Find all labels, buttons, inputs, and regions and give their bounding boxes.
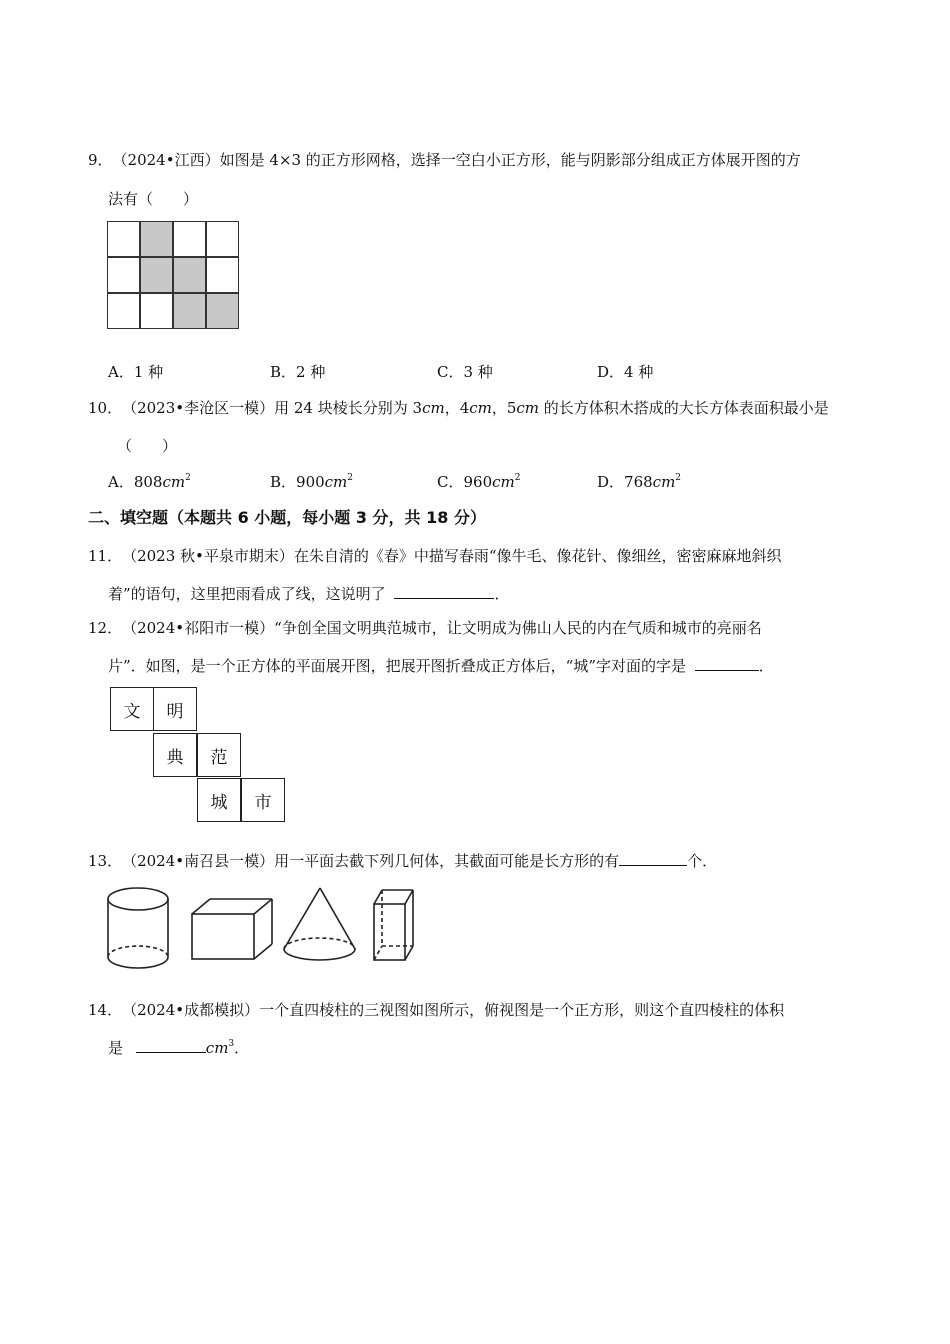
net-cell-fan: 范 [197,733,241,777]
q10-option-d-unit: cm [652,473,676,491]
q10-option-c-label: C．960 [437,473,493,491]
q10-option-b-label: B．900 [270,473,325,491]
q9-source: （2024•江西） [112,151,220,169]
q11-line1 [88,546,782,566]
cuboid-shape [192,899,272,959]
q10-option-a-exp: 2 [185,473,191,483]
q10-option-a-label: A．808 [108,473,163,491]
grid-cell [140,221,173,257]
q12-source: （2024•祁阳市一模） [122,619,275,637]
q10-option-d-exp: 2 [675,473,682,483]
q11-end: ． [494,585,510,603]
q10-option-c-unit: cm [492,473,515,491]
q12-answer-blank[interactable] [695,656,759,671]
q10-unit-2: cm [469,399,492,417]
q10-unit-3: cm [516,399,540,417]
grid-cell [107,293,140,329]
q14-text-1: 一个直四棱柱的三视图如图所示，俯视图是一个正方形，则这个直四棱柱的体积 [259,1001,785,1019]
q14-text-2: 是 [108,1039,124,1057]
q12-line2 [108,656,774,676]
prism-shape [374,890,413,960]
q10-line1 [88,398,829,418]
q13-end: 个． [687,852,718,870]
q10-unit-1: cm [422,399,445,417]
q9-option-d: D．4 种 [597,363,654,381]
q13-source: （2024•南召县一模） [122,852,275,870]
grid-cell [173,257,206,293]
q10-paren: （ ） [117,437,178,455]
q12-line1 [88,618,762,638]
q14-source: （2024•成都模拟） [122,1001,260,1019]
q10-option-c [437,472,520,492]
q12-number: 12． [88,619,123,637]
q11-text-1: 在朱自清的《春》中描写春雨“像牛毛、像花针、像细丝，密密麻麻地斜织 [293,547,782,565]
grid-cell [206,257,239,293]
grid-cell [140,293,173,329]
q12-text-1: “争创全国文明典范城市，让文明成为佛山人民的内在气质和城市的亮丽名 [274,619,762,637]
q10-option-a [108,472,191,492]
q9-line1 [88,150,801,170]
q14-number: 14． [88,1001,123,1019]
q11-text-2: 着”的语句，这里把雨看成了线，这说明了 [108,585,386,603]
net-cell-dian: 典 [153,733,197,777]
section-2-heading: 二、填空题（本题共 6 小题，每小题 3 分，共 18 分） [88,508,486,527]
q9-option-b: B．2 种 [270,363,326,381]
q10-text-b: ，4 [444,399,470,417]
grid-cell [206,221,239,257]
q13-answer-blank[interactable] [619,851,687,866]
q13-line1 [88,851,717,871]
q10-option-d-label: D．768 [597,473,653,491]
net-cell-cheng: 城 [197,778,241,822]
q10-option-b [270,472,353,492]
q9-grid-figure [107,221,240,329]
q12-end: ． [758,657,774,675]
q13-solids-figure [100,882,420,974]
q14-unit: cm [205,1039,229,1057]
q11-source: （2023 秋•平泉市期末） [122,547,294,565]
grid-cell [173,293,206,329]
net-cell-wen: 文 [110,687,154,731]
q9-option-a: A．1 种 [108,363,164,381]
grid-cell [206,293,239,329]
cylinder-shape [108,888,168,968]
q11-answer-blank[interactable] [394,584,494,599]
q10-option-d [597,472,681,492]
q10-text-d: 的长方体积木搭成的大长方体表面积最小是 [539,399,829,417]
q13-number: 13． [88,852,123,870]
q14-answer-blank[interactable] [136,1038,206,1053]
q11-number: 11． [88,547,123,565]
q9-number: 9． [88,151,113,169]
q13-text: 用一平面去截下列几何体，其截面可能是长方形的有 [274,852,620,870]
q9-text-1: 如图是 4×3 的正方形网格，选择一空白小正方形，能与阴影部分组成正方体展开图的方 [219,151,801,169]
q10-text-a: 用 24 块棱长分别为 3 [274,399,423,417]
q11-line2 [108,584,509,604]
q10-option-a-unit: cm [162,473,186,491]
grid-cell [173,221,206,257]
grid-cell [107,257,140,293]
q14-line1 [88,1000,784,1020]
net-cell-shi: 市 [241,778,285,822]
q10-number: 10． [88,399,123,417]
q10-source: （2023•李沧区一模） [122,399,275,417]
q14-exp: 3 [228,1039,235,1049]
cone-shape [284,888,355,960]
q9-text-2: 法有（ ） [108,190,199,208]
q9-option-c: C．3 种 [437,363,493,381]
grid-cell [107,221,140,257]
q14-end: ． [234,1039,250,1057]
q10-option-b-unit: cm [324,473,348,491]
grid-cell [140,257,173,293]
q10-text-c: ，5 [491,399,517,417]
q12-text-2: 片”．如图，是一个正方体的平面展开图，把展开图折叠成正方体后，“城”字对面的字是 [108,657,687,675]
net-cell-ming: 明 [153,687,197,731]
q10-option-b-exp: 2 [347,473,354,483]
q14-line2 [108,1038,249,1058]
q10-option-c-exp: 2 [514,473,521,483]
